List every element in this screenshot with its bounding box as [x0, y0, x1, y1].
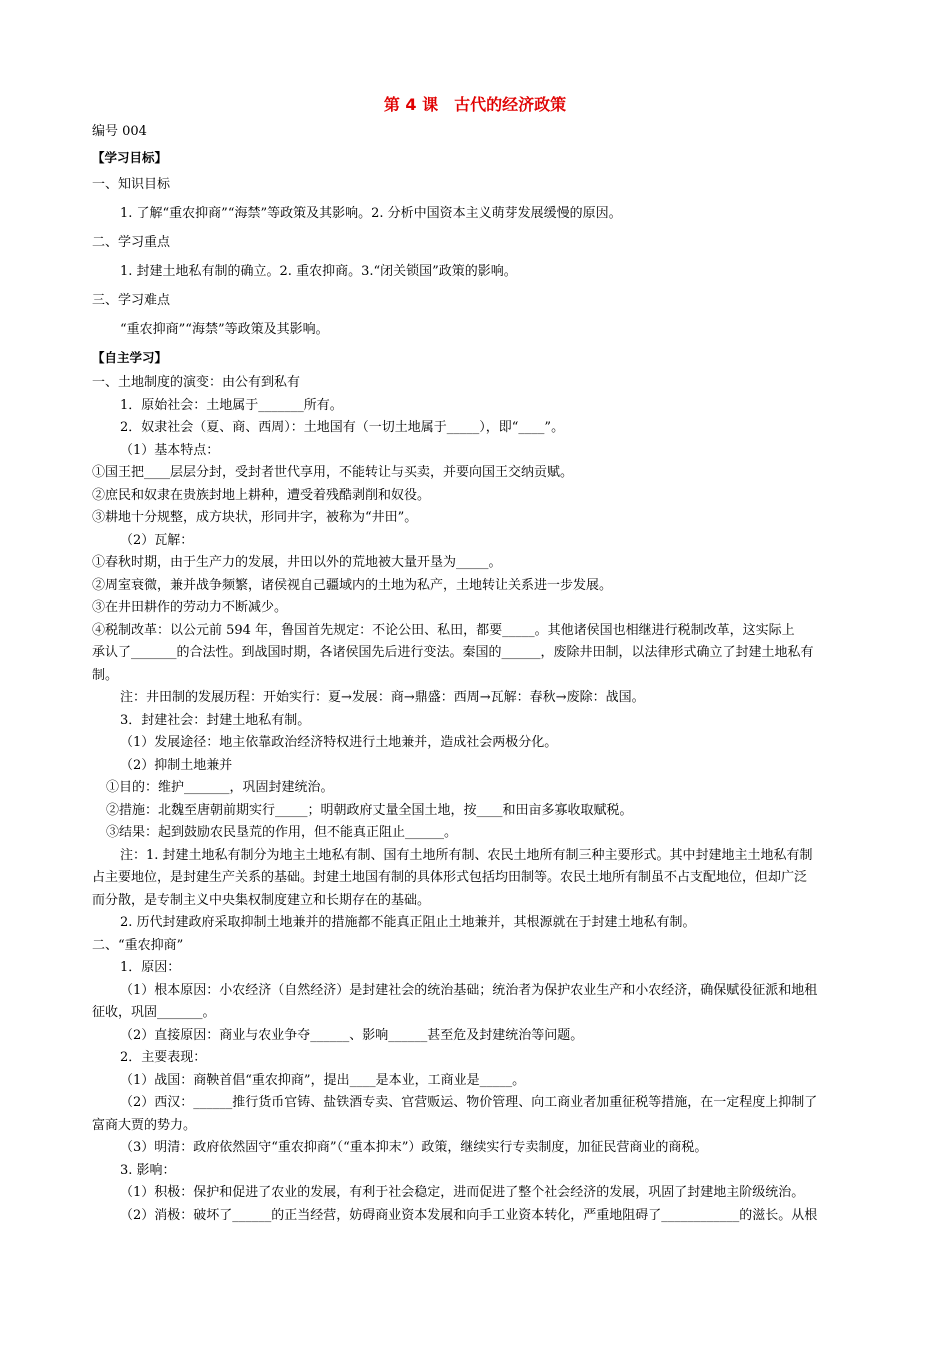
text-line: ③耕地十分规整，成方块状，形同井字，被称为“井田”。	[92, 510, 418, 525]
text-line: ②周室衰微，兼并战争频繁，诸侯视自己疆域内的土地为私产，土地转让关系进一步发展。	[92, 577, 613, 593]
text-line: ②庶民和奴隶在贵族封地上耕种，遭受着残酷剥削和奴役。	[92, 487, 431, 503]
text-line: ①目的：维护_______，巩固封建统治。	[106, 780, 334, 795]
text-line: 3. 影响：	[120, 1162, 176, 1178]
text-line: 1. 了解“重农抑商”“海禁”等政策及其影响。2. 分析中国资本主义萌芽发展缓慢的原因。	[120, 205, 622, 221]
text-line: （2）西汉：______推行货币官铸、盐铁酒专卖、官营贩运、物价管理、向工商业者加重征税等措施，在一定程度上抑制了	[120, 1095, 818, 1110]
text-line: 1. 封建土地私有制的确立。2. 重农抑商。3.“闭关锁国”政策的影响。	[120, 263, 517, 279]
text-line: 1．原始社会：土地属于_______所有。	[120, 397, 343, 413]
text-line: （2）抑制土地兼并	[120, 757, 233, 773]
text-line: ①春秋时期，由于生产力的发展，井田以外的荒地被大量开垦为_____。	[92, 555, 502, 570]
text-line: ③在井田耕作的劳动力不断减少。	[92, 600, 288, 615]
text-line: ③结果：起到鼓励农民垦荒的作用，但不能真正阻止______。	[106, 825, 458, 840]
text-line: 3．封建社会：封建土地私有制。	[120, 712, 311, 728]
text-line: ①国王把____层层分封，受封者世代享用，不能转让与买卖，并要向国王交纳贡赋。	[92, 465, 574, 480]
text-line: （2）直接原因：商业与农业争夺______、影响______甚至危及封建统治等问题。	[120, 1027, 584, 1043]
text-line: （1）发展途径：地主依靠政治经济特权进行土地兼并，造成社会两极分化。	[120, 735, 558, 750]
section-heading: 【学习目标】	[92, 150, 168, 165]
text-line: （1）基本特点：	[120, 442, 220, 458]
text-line: 注：井田制的发展历程：开始实行：夏→发展：商→鼎盛：西周→瓦解：春秋→废除：战国。	[120, 690, 645, 705]
text-line: 二、“重农抑商”	[92, 937, 184, 953]
text-line: 而分散，是专制主义中央集权制度建立和长期存在的基础。	[92, 892, 431, 908]
text-line: 2．主要表现：	[120, 1050, 207, 1065]
text-line: 富商大贾的势力。	[92, 1117, 197, 1133]
text-line: （1）战国：商鞅首倡“重农抑商”，提出____是本业，工商业是_____。	[120, 1072, 526, 1088]
text-line: 注：1. 封建土地私有制分为地主土地私有制、国有土地所有制、农民土地所有制三种主要形式。其中封建地主土地私有制	[120, 847, 813, 863]
text-line: 2．奴隶社会（夏、商、西周）：土地国有（一切土地属于_____），即“____”。	[120, 420, 565, 435]
text-line: （2）消极：破坏了______的正当经营，妨碍商业资本发展和向手工业资本转化，严重地阻碍了____________的滋长。从根	[120, 1207, 818, 1223]
text-line: 三、学习难点	[92, 292, 171, 308]
text-line: （1）积极：保护和促进了农业的发展，有利于社会稳定，进而促进了整个社会经济的发展，巩固了封建地主阶级统治。	[120, 1185, 805, 1200]
text-line: 一、土地制度的演变：由公有到私有	[92, 375, 301, 390]
text-line: 承认了_______的合法性。到战国时期，各诸侯国先后进行变法。秦国的______，废除井田制，以法律形式确立了封建土地私有	[92, 645, 814, 660]
text-line: 制。	[92, 667, 119, 683]
document-body	[92, 147, 862, 1227]
text-line: （3）明清：政府依然固守“重农抑商”（“重本抑末”）政策，继续实行专卖制度，加征民营商业的商税。	[120, 1140, 708, 1155]
text-line: 征收，巩固_______。	[92, 1005, 216, 1020]
document-code: 编号 004	[92, 124, 147, 139]
section-heading: 【自主学习】	[92, 349, 168, 365]
lesson-title: 第 4 课 古代的经济政策	[383, 95, 567, 114]
text-line: ④税制改革：以公元前 594 年，鲁国首先规定：不论公田、私田，都要_____。其他诸侯国也相继进行税制改革，这实际上	[92, 622, 795, 638]
text-line: ②措施：北魏至唐朝前期实行_____；明朝政府丈量全国土地，按____和田亩多寡收取赋税。	[106, 802, 633, 818]
text-line: 2. 历代封建政府采取抑制土地兼并的措施都不能真正阻止土地兼并，其根源就在于封建土地私有制。	[120, 915, 696, 930]
text-line: 占主要地位，是封建生产关系的基础。封建土地国有制的具体形式包括均田制等。农民土地所有制虽不占支配地位，但却广泛	[92, 870, 808, 885]
text-line: 一、知识目标	[92, 176, 171, 192]
text-line: “重农抑商”“海禁”等政策及其影响。	[120, 321, 329, 337]
text-line: （1）根本原因：小农经济（自然经济）是封建社会的统治基础；统治者为保护农业生产和小农经济，确保赋役征派和地租	[120, 982, 818, 998]
text-line: （2）瓦解：	[120, 532, 194, 548]
text-line: 二、学习重点	[92, 234, 171, 250]
text-line: 1．原因：	[120, 960, 181, 975]
